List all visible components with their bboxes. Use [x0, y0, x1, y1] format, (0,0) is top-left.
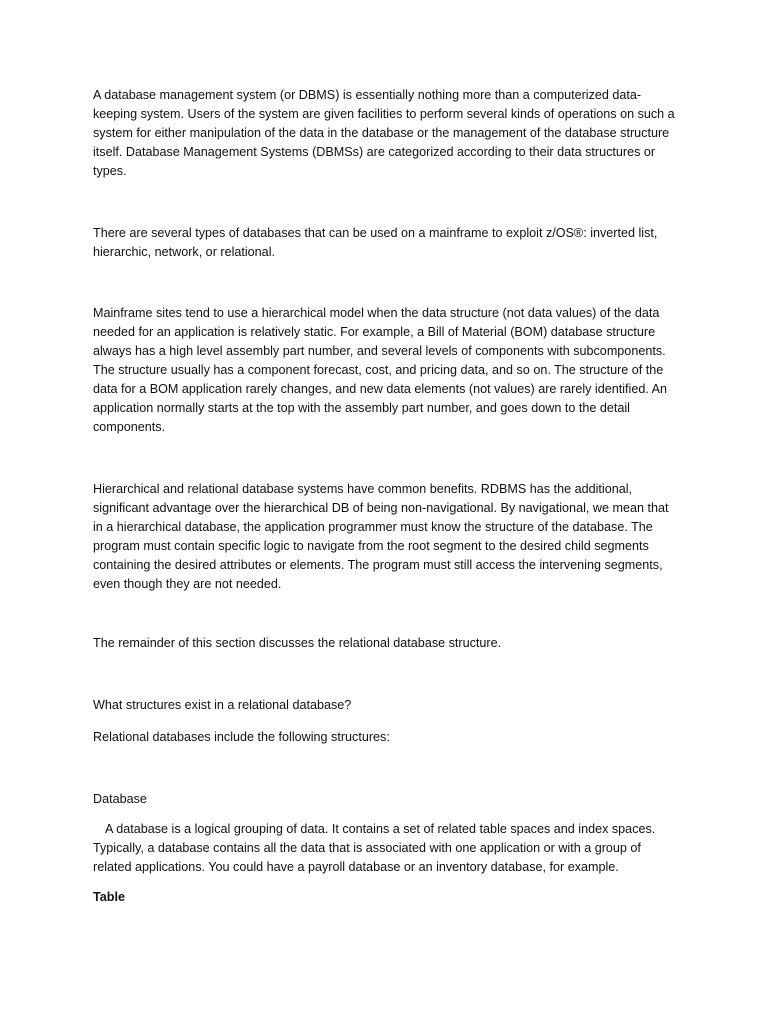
- paragraph-common-benefits: Hierarchical and relational database systems have common benefits. RDBMS has the additional, significant advantage over the hierarchical DB of being non-navigational. By navigational, we mean that in a hierarchical database, the application programmer must know the structure of the database. The program must contain specific logic to navigate from the root segment to the desired child segments containing the desired attributes or elements. The program must still access the intervening segments, even though they are not needed.: [93, 482, 669, 591]
- heading-table: Table: [93, 890, 125, 904]
- paragraph-database-types: There are several types of databases that can be used on a mainframe to exploit z/OS®: inverted list, hierarchic, network, or relational.: [93, 226, 658, 259]
- paragraph-hierarchical-model: Mainframe sites tend to use a hierarchical model when the data structure (not data values) of the data needed for an application is relatively static. For example, a Bill of Material (BOM) database structure always has a high level assembly part number, and several levels of components with subcomponents. The structure usually has a component forecast, cost, and pricing data, and so on. The structure of the data for a BOM application rarely changes, and new data elements (not values) are rarely identified. An application normally starts at the top with the assembly part number, and goes down to the detail components.: [93, 306, 668, 434]
- paragraph-structures-intro: Relational databases include the following structures:: [93, 730, 390, 744]
- paragraph-question: What structures exist in a relational database?: [93, 698, 352, 712]
- heading-database: Database: [93, 792, 147, 806]
- paragraph-remainder: The remainder of this section discusses the relational database structure.: [93, 636, 502, 650]
- paragraph-dbms-intro: A database management system (or DBMS) is essentially nothing more than a computerized data-keeping system. Users of the system are given facilities to perform several kinds of operations on such a system for either manipulation of the data in the database or the management of the database structure itself. Database Management Systems (DBMSs) are categorized according to their data structures or types.: [93, 88, 675, 178]
- paragraph-database-definition: A database is a logical grouping of data. It contains a set of related table spaces and index spaces. Typically, a database contains all the data that is associated with one application or with a group of related applications. You could have a payroll database or an inventory database, for example.: [93, 822, 656, 874]
